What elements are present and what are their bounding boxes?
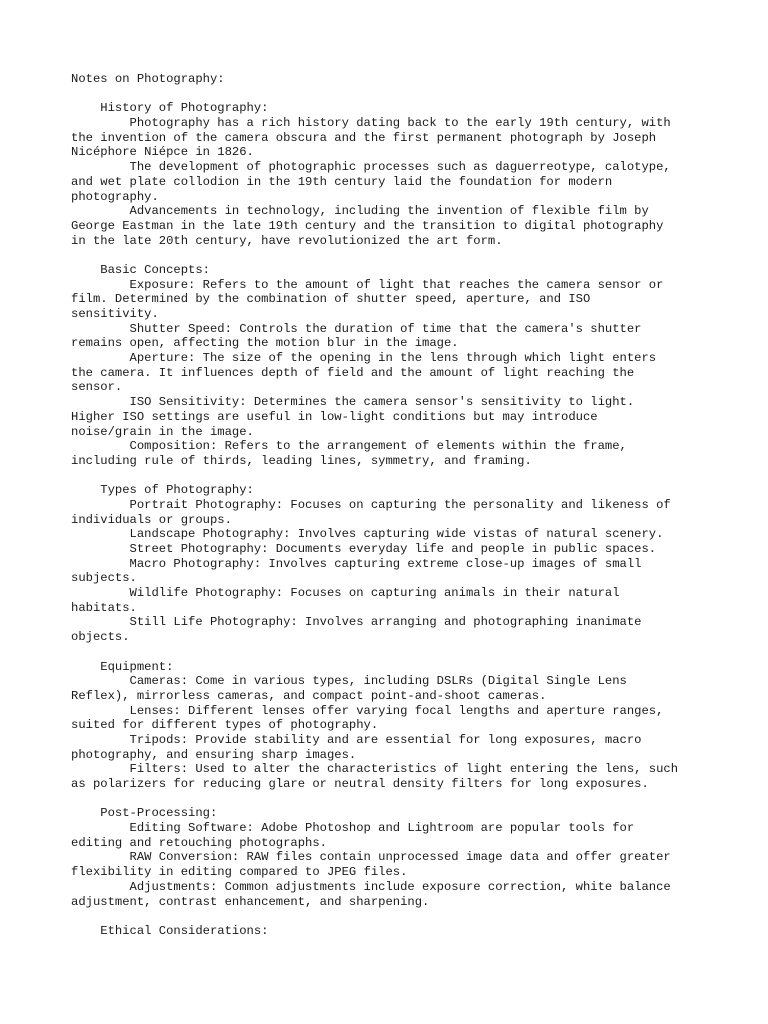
document-title: Notes on Photography: bbox=[71, 72, 225, 86]
text-line: film. Determined by the combination of shutter speed, aperture, and ISO bbox=[71, 292, 591, 307]
section-heading: Post-Processing: bbox=[71, 806, 218, 821]
text-line: adjustment, contrast enhancement, and sharpening. bbox=[71, 894, 430, 909]
text-line: editing and retouching photographs. bbox=[71, 835, 327, 850]
blank-line bbox=[71, 909, 711, 924]
text-line: ISO Sensitivity: Determines the camera sensor's sensitivity to light. bbox=[71, 395, 635, 410]
text-line: remains open, affecting the motion blur in the image. bbox=[71, 336, 459, 351]
text-line: subjects. bbox=[71, 571, 137, 586]
text-line: the camera. It influences depth of field and the amount of light reaching the bbox=[71, 365, 635, 380]
text-line: Still Life Photography: Involves arranging and photographing inanimate bbox=[71, 615, 642, 630]
text-line: Lenses: Different lenses offer varying focal lengths and aperture ranges, bbox=[71, 703, 664, 718]
text-line: Wildlife Photography: Focuses on capturing animals in their natural bbox=[71, 586, 620, 601]
blank-line bbox=[71, 87, 711, 102]
text-line: photography. bbox=[71, 189, 159, 204]
text-line: Portrait Photography: Focuses on capturing the personality and likeness of bbox=[71, 497, 671, 512]
text-line: Street Photography: Documents everyday life and people in public spaces. bbox=[71, 542, 657, 556]
text-line: Tripods: Provide stability and are essential for long exposures, macro bbox=[71, 732, 642, 747]
text-line: Composition: Refers to the arrangement of elements within the frame, bbox=[71, 439, 627, 454]
text-line: Reflex), mirrorless cameras, and compact point-and-shoot cameras. bbox=[71, 688, 547, 703]
text-line: The development of photographic processes such as daguerreotype, calotype, bbox=[71, 160, 671, 175]
section-heading: Basic Concepts: bbox=[71, 262, 210, 277]
text-line: and wet plate collodion in the 19th century laid the foundation for modern bbox=[71, 174, 613, 189]
text-line: objects. bbox=[71, 630, 130, 645]
text-line: the invention of the camera obscura and the first permanent photograph by Joseph bbox=[71, 130, 657, 145]
blank-line bbox=[71, 469, 711, 484]
text-line: RAW Conversion: RAW files contain unprocessed image data and offer greater bbox=[71, 850, 671, 865]
text-line: Landscape Photography: Involves capturing wide vistas of natural scenery. bbox=[71, 527, 664, 542]
text-line: in the late 20th century, have revolutionized the art form. bbox=[71, 233, 503, 248]
text-line: sensitivity. bbox=[71, 307, 159, 321]
blank-line bbox=[71, 792, 711, 807]
section-heading: Ethical Considerations: bbox=[71, 923, 269, 938]
text-line: photography, and ensuring sharp images. bbox=[71, 747, 357, 762]
text-line: Macro Photography: Involves capturing extreme close-up images of small bbox=[71, 556, 642, 571]
blank-line bbox=[71, 645, 711, 660]
document-page bbox=[71, 72, 711, 939]
text-line: habitats. bbox=[71, 600, 137, 615]
text-line: suited for different types of photography. bbox=[71, 718, 379, 733]
text-line: Higher ISO settings are useful in low-light conditions but may introduce bbox=[71, 409, 598, 424]
section-heading: Equipment: bbox=[71, 659, 174, 674]
document-body bbox=[71, 87, 711, 939]
section-heading: History of Photography: bbox=[71, 101, 269, 116]
text-line: Nicéphore Niépce in 1826. bbox=[71, 145, 254, 160]
text-line: Cameras: Come in various types, including DSLRs (Digital Single Lens bbox=[71, 674, 627, 689]
section-heading: Types of Photography: bbox=[71, 483, 254, 498]
text-line: Advancements in technology, including the invention of flexible film by bbox=[71, 204, 649, 219]
text-line: including rule of thirds, leading lines, symmetry, and framing. bbox=[71, 453, 532, 468]
text-line: noise/grain in the image. bbox=[71, 424, 254, 439]
text-line: Filters: Used to alter the characteristics of light entering the lens, such bbox=[71, 762, 679, 777]
text-line: Shutter Speed: Controls the duration of time that the camera's shutter bbox=[71, 321, 642, 336]
text-line: Photography has a rich history dating back to the early 19th century, with bbox=[71, 116, 671, 131]
blank-line bbox=[71, 248, 711, 263]
text-line: Adjustments: Common adjustments include exposure correction, white balance bbox=[71, 879, 671, 894]
text-line: as polarizers for reducing glare or neutral density filters for long exposures. bbox=[71, 777, 649, 791]
text-line: George Eastman in the late 19th century and the transition to digital photography bbox=[71, 218, 664, 233]
text-line: sensor. bbox=[71, 380, 123, 395]
text-line: Editing Software: Adobe Photoshop and Lightroom are popular tools for bbox=[71, 821, 635, 836]
text-line: Exposure: Refers to the amount of light that reaches the camera sensor or bbox=[71, 277, 664, 292]
text-line: individuals or groups. bbox=[71, 512, 232, 527]
text-line: flexibility in editing compared to JPEG files. bbox=[71, 865, 408, 880]
text-line: Aperture: The size of the opening in the lens through which light enters bbox=[71, 351, 657, 366]
